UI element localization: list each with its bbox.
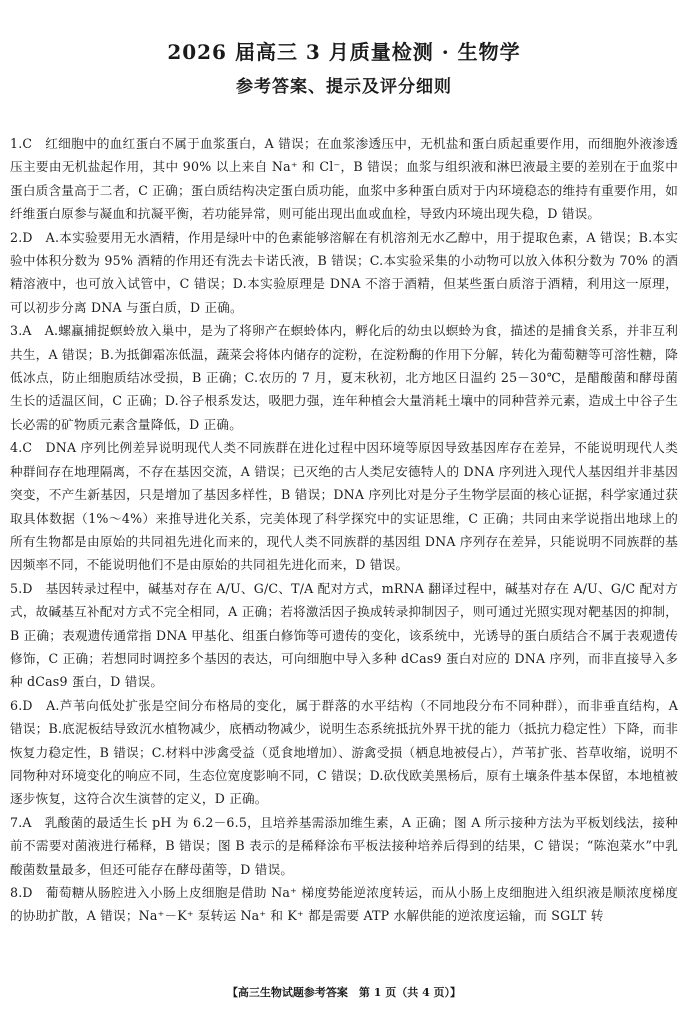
answer-item-4 (10, 436, 678, 576)
answer-number: 1.C (10, 136, 33, 151)
answer-text: A.本实验要用无水酒精，作用是绿叶中的色素能够溶解在有机溶剂无水乙醇中，用于提取色素，A 错误；B.本实验中体积分数为 95% 酒精的作用还有洗去卡诺氏液，B 错误；C.本实验采集的小动物可以放入体积分数为 70% 的酒精溶液中，也可放入试管中，C 错误；D.本实验原理是 DNA 不溶于酒精，但某些蛋白质溶于酒精，利用这一原理，可以初步分离 DNA 与蛋白质，D 正确。 (10, 229, 678, 315)
answer-item-7 (10, 811, 678, 881)
page-subtitle: 参考答案、提示及评分细则 (236, 77, 452, 97)
answer-item-6 (10, 694, 678, 811)
answer-number: 8.D (10, 885, 33, 900)
page-title: 2026 届高三 3 月质量检测 · 生物学 (167, 40, 521, 64)
page-footer: 【高三生物试题参考答案 第 1 页（共 4 页）】 (226, 986, 462, 999)
answer-text: 基因转录过程中，碱基对存在 A/U、G/C、T/A 配对方式，mRNA 翻译过程中，碱基对存在 A/U、G/C 配对方式，故碱基互补配对方式不完全相同，A 正确；若将激活因子换成转录抑制因子，则可通过光照实现对靶基因的抑制，B 正确；表观遗传通常指 DNA 甲基化、组蛋白修饰等可遗传的变化，该系统中，光诱导的蛋白质结合不属于表观遗传修饰，C 正确；若想同时调控多个基因的表达，可向细胞中导入多种 dCas9 蛋白对应的 DNA 序列，而非直接导入多种 dCas9 蛋白，D 错误。 (10, 580, 679, 690)
answer-list (10, 132, 678, 928)
answer-item-5 (10, 577, 678, 694)
answer-item-1 (10, 132, 678, 226)
answer-text: 乳酸菌的最适生长 pH 为 6.2－6.5，且培养基需添加维生素，A 正确；图 A 所示接种方法为平板划线法，接种前不需要对菌液进行稀释，B 错误；图 B 表示的是稀释涂布平板法接种培养后得到的结果，C 错误；“陈泡菜水”中乳酸菌数量最多，但还可能存在酵母菌等，D 错误。 (10, 814, 678, 877)
answer-text: A.芦苇向低处扩张是空间分布格局的变化，属于群落的水平结构（不同地段分布不同种群），而非垂直结构，A 错误；B.底泥板结导致沉水植物减少，底栖动物减少，说明生态系统抵抗外界干扰的能力（抵抗力稳定性）下降，而非恢复力稳定性，B 错误；C.材料中涉禽受益（觅食地增加）、游禽受损（栖息地被侵占），芦苇扩张、苔草收缩，说明不同物种对环境变化的响应不同，生态位宽度影响不同，C 错误；D.砍伐欧美黑杨后，原有土壤条件基本保留，本地植被逐步恢复，这符合次生演替的定义，D 正确。 (10, 697, 678, 807)
answer-number: 5.D (10, 580, 33, 596)
answer-text: A.螺蠃捕捉螟蛉放入巢中，是为了将卵产在螟蛉体内，孵化后的幼虫以螟蛉为食，描述的是捕食关系，并非互利共生，A 错误；B.为抵御霜冻低温，蔬菜会将体内储存的淀粉，在淀粉酶的作用下分解，转化为葡萄糖等可溶性糖，降低冰点，防止细胞质结冰受损，B 正确；C.农历的 7 月，夏末秋初，北方地区日温约 25－30℃，是醋酸菌和酵母菌生长的适温区间，C 正确；D.谷子根系发达，吸肥力强，连年种植会大量消耗土壤中的同种营养元素，造成土中谷子生长必需的矿物质元素含量降低，D 正确。 (10, 323, 678, 432)
answer-number: 7.A (10, 814, 32, 830)
answer-number: 2.D (10, 229, 33, 245)
answer-text: 红细胞中的血红蛋白不属于血浆蛋白，A 错误；在血浆渗透压中，无机盐和蛋白质起重要作用，而细胞外液渗透压主要由无机盐起作用，其中 90% 以上来自 Na⁺ 和 Cl⁻，B 错误；血浆与组织液和淋巴液最主要的差别在于血浆中蛋白质含量高于二者，C 正确；蛋白质结构决定蛋白质功能，血浆中多种蛋白质对于内环境稳态的维持有重要作用，如纤维蛋白原参与凝血和抗凝平衡，若功能异常，则可能出现出血或血栓，导致内环境出现失稳，D 错误。 (10, 136, 678, 222)
answer-number: 4.C (10, 440, 33, 456)
answer-item-2 (10, 226, 678, 320)
answer-item-3 (10, 319, 678, 436)
answer-number: 3.A (10, 323, 32, 339)
answer-text: DNA 序列比例差异说明现代人类不同族群在进化过程中因环境等原因导致基因库存在差异，不能说明现代人类种群间存在地理隔离，不存在基因交流，A 错误；已灭绝的古人类尼安德特人的 DNA 序列进入现代人基因组并非基因突变，不产生新基因，只是增加了基因多样性，B 错误；DNA 序列比对是分子生物学层面的核心证据，科学家通过获取具体数据（1%～4%）来推导进化关系，完美体现了科学探究中的实证思维，C 正确；共同由来学说指出地球上的所有生物都是由原始的共同祖先进化而来的，现代人类不同族群的基因组 DNA 序列存在差异，只能说明不同族群的基因频率不同，不能说明他们不是由原始的共同祖先进化而来，D 错误。 (10, 440, 678, 573)
answer-item-8 (10, 881, 678, 928)
answer-text: 葡萄糖从肠腔进入小肠上皮细胞是借助 Na⁺ 梯度势能逆浓度转运，而从小肠上皮细胞进入组织液是顺浓度梯度的协助扩散，A 错误；Na⁺－K⁺ 泵转运 Na⁺ 和 K⁺ 都是需要 ATP 水解供能的逆浓度运输，而 SGLT 转 (10, 885, 678, 924)
answer-number: 6.D (10, 697, 33, 713)
